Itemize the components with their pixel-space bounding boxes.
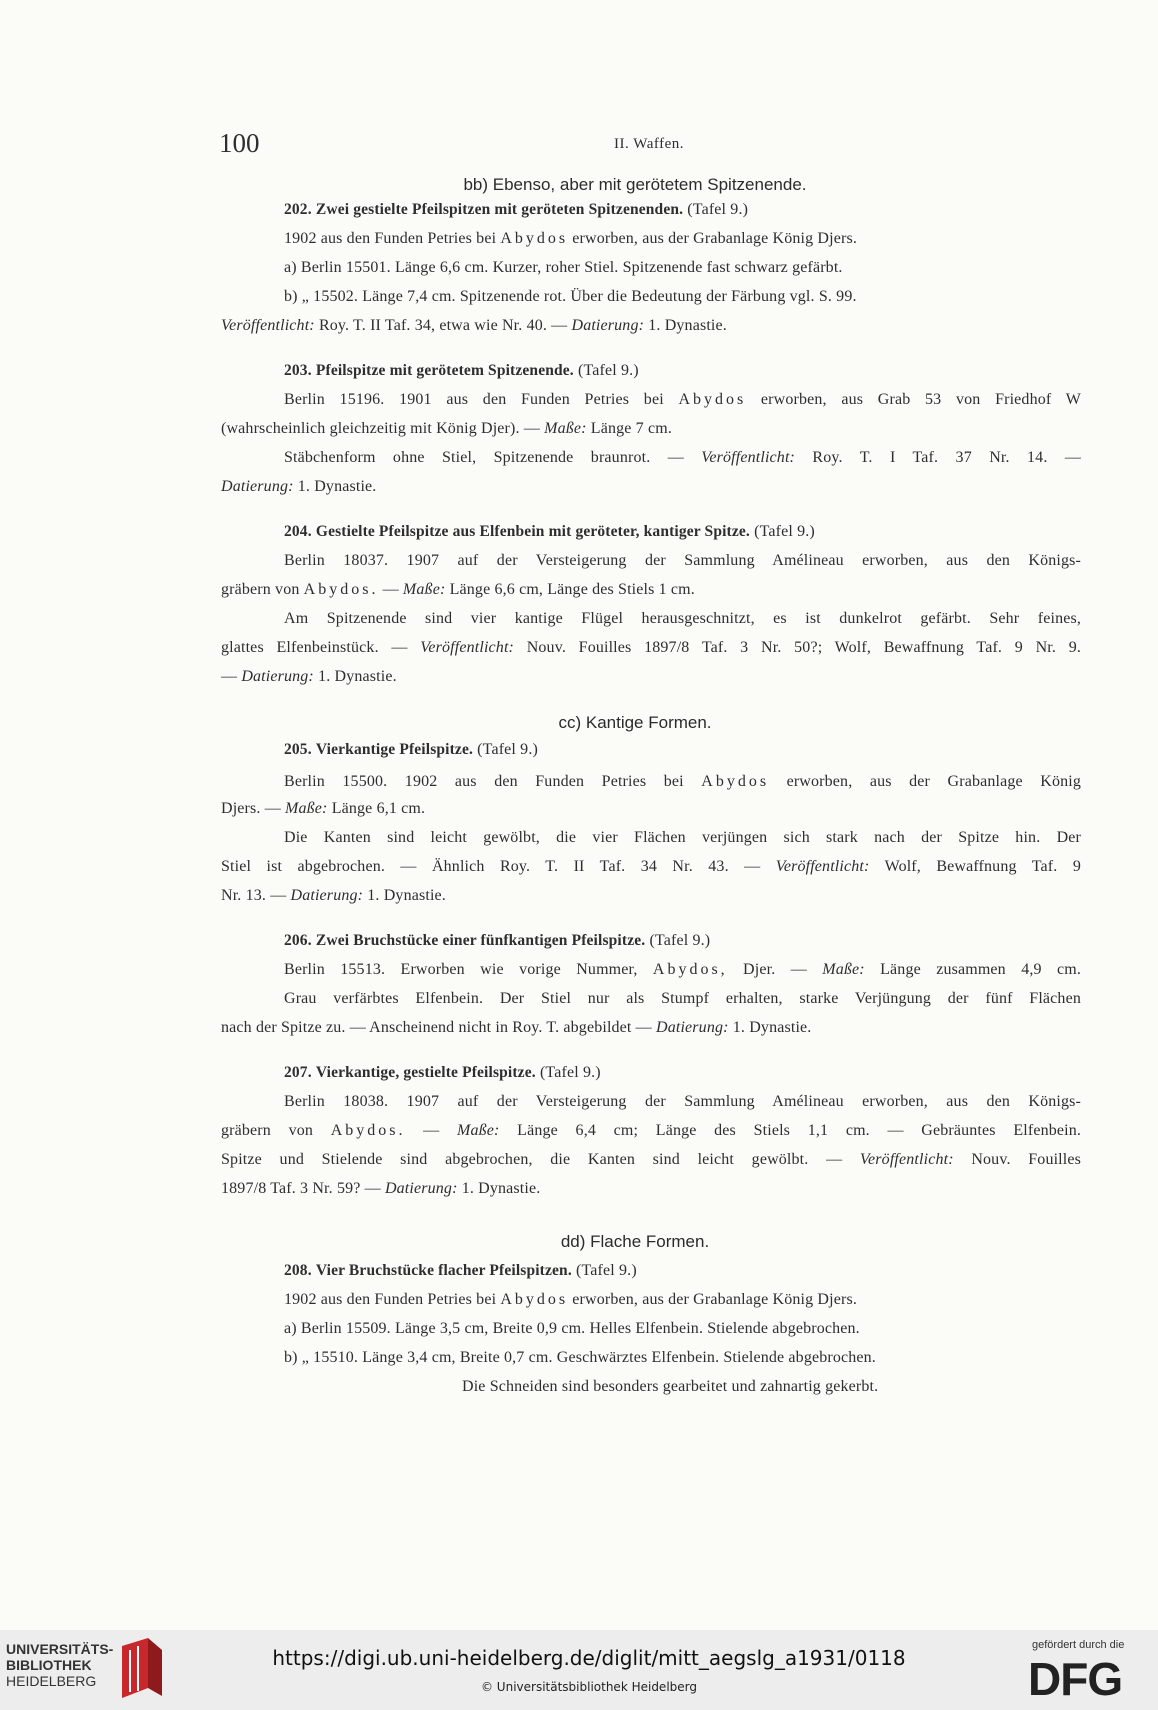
entry-205-line bbox=[221, 886, 1081, 906]
entry-206-title-line bbox=[284, 931, 1081, 951]
label-dating: Datierung: bbox=[221, 478, 294, 495]
entry-203-title-line bbox=[284, 361, 1081, 381]
text: Berlin 15196. 1901 aus den Funden Petries bei bbox=[284, 391, 664, 408]
text: Stäbchenform ohne Stiel, Spitzenende braunrot. — bbox=[284, 449, 684, 466]
label-measures: Maße: bbox=[285, 800, 328, 817]
text: Nouv. Fouilles bbox=[971, 1151, 1082, 1168]
entry-206-line: Grau verfärbtes Elfenbein. Der Stiel nur als Stumpf erhalten, starke Verjüngung der fünf Flächen bbox=[284, 990, 1081, 1007]
label-dating: Datierung: bbox=[656, 1019, 729, 1036]
section-heading-cc: cc) Kantige Formen. bbox=[558, 713, 712, 732]
text: — bbox=[221, 668, 238, 685]
tafel-ref: (Tafel 9.) bbox=[576, 1262, 637, 1279]
funded-by-text: gefördert durch die bbox=[1032, 1639, 1125, 1651]
entry-205-line: Die Kanten sind leicht gewölbt, die vier Flächen verjüngen sich stark nach der Spitze hin. Der bbox=[284, 829, 1081, 846]
entry-207-line bbox=[221, 1179, 1081, 1199]
text: erworben, aus der Grabanlage König Djers. bbox=[572, 230, 857, 247]
text: 1897/8 Taf. 3 Nr. 59? — bbox=[221, 1180, 381, 1197]
entry-204-line: Berlin 18037. 1907 auf der Versteigerung der Sammlung Amélineau erworben, aus den Königs- bbox=[284, 552, 1081, 569]
entry-204-title-line bbox=[284, 522, 1081, 542]
label-dating: Datierung: bbox=[384, 1180, 458, 1197]
text: (wahrscheinlich gleichzeitig mit König Djer). — bbox=[221, 420, 540, 437]
entry-number: 204. bbox=[284, 523, 312, 540]
label-published: Veröffentlicht: bbox=[775, 858, 870, 875]
entry-title: Zwei gestielte Pfeilspitzen mit geröteten Spitzenenden. bbox=[315, 201, 684, 218]
entry-title: Vierkantige Pfeilspitze. bbox=[315, 741, 474, 758]
text: gräbern von bbox=[221, 581, 300, 598]
place-name: Abydos. bbox=[303, 581, 379, 598]
text: Stiel ist abgebrochen. — Ähnlich Roy. T. II Taf. 34 Nr. 43. — bbox=[221, 858, 761, 875]
entry-202-line bbox=[221, 316, 1081, 336]
tafel-ref: (Tafel 9.) bbox=[649, 932, 711, 949]
entry-202-line bbox=[284, 229, 1081, 249]
text: 1. Dynastie. bbox=[318, 668, 397, 685]
text: 1. Dynastie. bbox=[732, 1019, 812, 1036]
library-name-line: HEIDELBERG bbox=[6, 1673, 97, 1689]
place-name: Abydos bbox=[500, 1291, 569, 1308]
text: — bbox=[423, 1122, 440, 1139]
entry-208-line bbox=[284, 1290, 1081, 1310]
entry-number: 205. bbox=[284, 741, 312, 758]
text: erworben, aus Grab 53 von Friedhof W bbox=[760, 391, 1081, 408]
entry-203-line bbox=[221, 419, 1081, 439]
text: Berlin 15500. 1902 aus den Funden Petries bei bbox=[284, 773, 684, 790]
entry-204-line bbox=[221, 667, 1081, 687]
label-published: Veröffentlicht: bbox=[420, 639, 515, 656]
permalink-url[interactable]: https://digi.ub.uni-heidelberg.de/diglit/mitt_aegslg_a1931/0118 bbox=[272, 1646, 906, 1670]
entry-207-line bbox=[221, 1121, 1081, 1141]
place-name: Abydos, bbox=[652, 961, 728, 978]
entry-title: Vierkantige, gestielte Pfeilspitze. bbox=[315, 1064, 536, 1081]
entry-208-line: a) Berlin 15509. Länge 3,5 cm, Breite 0,9 cm. Helles Elfenbein. Stielende abgebrochen. bbox=[284, 1320, 860, 1337]
text: Länge 7 cm. bbox=[590, 420, 672, 437]
text: Länge zusammen 4,9 cm. bbox=[880, 961, 1082, 978]
library-name-line: UNIVERSITÄTS- bbox=[6, 1641, 114, 1657]
entry-205-line bbox=[284, 772, 1081, 792]
tafel-ref: (Tafel 9.) bbox=[687, 201, 749, 218]
entry-203-line bbox=[284, 390, 1081, 410]
entry-number: 203. bbox=[284, 362, 312, 379]
text: glattes Elfenbeinstück. — bbox=[221, 639, 408, 656]
text: Djers. — bbox=[221, 800, 281, 817]
text: 1. Dynastie. bbox=[648, 317, 727, 334]
text: Nouv. Fouilles 1897/8 Taf. 3 Nr. 50?; Wolf, Bewaffnung Taf. 9 Nr. 9. bbox=[526, 639, 1082, 656]
place-name: Abydos bbox=[701, 773, 770, 790]
page-number: 100 bbox=[219, 128, 260, 158]
label-published: Veröffentlicht: bbox=[859, 1151, 954, 1168]
copyright-text: © Universitätsbibliothek Heidelberg bbox=[480, 1680, 697, 1694]
text: Länge 6,1 cm. bbox=[331, 800, 426, 817]
text: Roy. T. II Taf. 34, etwa wie Nr. 40. — bbox=[318, 317, 568, 334]
text: Länge 6,4 cm; Länge des Stiels 1,1 cm. — Gebräuntes Elfenbein. bbox=[517, 1122, 1082, 1139]
text: Länge 6,6 cm, Länge des Stiels 1 cm. bbox=[449, 581, 695, 598]
label-published: Veröffentlicht: bbox=[701, 449, 796, 466]
text: Nr. 13. — bbox=[221, 887, 287, 904]
entry-208-line: b) „ 15510. Länge 3,4 cm, Breite 0,7 cm. Geschwärztes Elfenbein. Stielende abgebrochen. bbox=[284, 1349, 876, 1366]
entry-207-line bbox=[221, 1150, 1081, 1170]
text: 1. Dynastie. bbox=[461, 1180, 541, 1197]
entry-208-line: Die Schneiden sind besonders gearbeitet und zahnartig gekerbt. bbox=[462, 1378, 879, 1395]
section-heading-bb: bb) Ebenso, aber mit gerötetem Spitzenende. bbox=[463, 175, 807, 194]
entry-202-line: b) „ 15502. Länge 7,4 cm. Spitzenende rot. Über die Bedeutung der Färbung vgl. S. 99. bbox=[284, 288, 857, 305]
entry-title: Vier Bruchstücke flacher Pfeilspitzen. bbox=[315, 1262, 572, 1279]
entry-208-title-line bbox=[284, 1261, 1081, 1281]
entry-title: Zwei Bruchstücke einer fünfkantigen Pfeilspitze. bbox=[315, 932, 646, 949]
entry-number: 207. bbox=[284, 1064, 312, 1081]
label-dating: Datierung: bbox=[290, 887, 364, 904]
place-name: Abydos bbox=[678, 391, 747, 408]
entry-202-title-line bbox=[284, 200, 1081, 220]
entry-number: 206. bbox=[284, 932, 312, 949]
tafel-ref: (Tafel 9.) bbox=[477, 741, 538, 758]
label-measures: Maße: bbox=[544, 420, 587, 437]
entry-204-line bbox=[221, 638, 1081, 658]
entry-206-line bbox=[284, 960, 1081, 980]
text: gräbern von bbox=[221, 1122, 314, 1139]
entry-205-title-line bbox=[284, 740, 1081, 760]
entry-204-line bbox=[221, 580, 1081, 600]
entry-207-title-line bbox=[284, 1063, 1081, 1083]
text: Wolf, Bewaffnung Taf. 9 bbox=[884, 858, 1081, 875]
library-name-line: BIBLIOTHEK bbox=[6, 1657, 92, 1673]
entry-206-line bbox=[221, 1018, 1081, 1038]
entry-207-line: Berlin 18038. 1907 auf der Versteigerung der Sammlung Amélineau erworben, aus den Königs- bbox=[284, 1093, 1081, 1110]
entry-205-line bbox=[221, 799, 1081, 819]
dfg-logo[interactable]: DFG bbox=[1028, 1653, 1123, 1705]
text: Berlin 15513. Erworben wie vorige Nummer, bbox=[284, 961, 638, 978]
entry-number: 202. bbox=[284, 201, 312, 218]
place-name: Abydos bbox=[500, 230, 569, 247]
entry-title: Pfeilspitze mit gerötetem Spitzenende. bbox=[315, 362, 574, 379]
text: Roy. T. I Taf. 37 Nr. 14. — bbox=[812, 449, 1081, 466]
label-measures: Maße: bbox=[402, 581, 446, 598]
tafel-ref: (Tafel 9.) bbox=[539, 1064, 601, 1081]
text: — bbox=[382, 581, 399, 598]
running-title: II. Waffen. bbox=[614, 136, 684, 152]
entry-202-line: a) Berlin 15501. Länge 6,6 cm. Kurzer, roher Stiel. Spitzenende fast schwarz gefärbt. bbox=[284, 259, 843, 276]
label-dating: Datierung: bbox=[571, 317, 645, 334]
text: Djer. — bbox=[743, 961, 807, 978]
label-published: Veröffentlicht: bbox=[221, 317, 315, 334]
entry-number: 208. bbox=[284, 1262, 312, 1279]
label-dating: Datierung: bbox=[241, 668, 314, 685]
entry-204-line: Am Spitzenende sind vier kantige Flügel herausgeschnitzt, es ist dunkelrot gefärbt. Sehr feines, bbox=[284, 610, 1081, 627]
label-measures: Maße: bbox=[456, 1122, 500, 1139]
entry-205-line bbox=[221, 857, 1081, 877]
text: Spitze und Stielende sind abgebrochen, die Kanten sind leicht gewölbt. — bbox=[221, 1151, 843, 1168]
text: 1902 aus den Funden Petries bei bbox=[284, 1291, 497, 1308]
entry-title: Gestielte Pfeilspitze aus Elfenbein mit geröteter, kantiger Spitze. bbox=[315, 523, 750, 540]
entry-203-line bbox=[284, 448, 1081, 468]
text: 1. Dynastie. bbox=[367, 887, 446, 904]
tafel-ref: (Tafel 9.) bbox=[577, 362, 639, 379]
text: erworben, aus der Grabanlage König bbox=[786, 773, 1082, 790]
text: erworben, aus der Grabanlage König Djers. bbox=[572, 1291, 857, 1308]
tafel-ref: (Tafel 9.) bbox=[754, 523, 815, 540]
text: 1. Dynastie. bbox=[297, 478, 377, 495]
label-measures: Maße: bbox=[822, 961, 865, 978]
footer-bar bbox=[0, 1630, 1158, 1710]
section-heading-dd: dd) Flache Formen. bbox=[560, 1232, 710, 1251]
entry-203-line bbox=[221, 477, 1081, 497]
text: 1902 aus den Funden Petries bei bbox=[284, 230, 497, 247]
text: nach der Spitze zu. — Anscheinend nicht in Roy. T. abgebildet — bbox=[221, 1019, 652, 1036]
place-name: Abydos. bbox=[330, 1122, 406, 1139]
